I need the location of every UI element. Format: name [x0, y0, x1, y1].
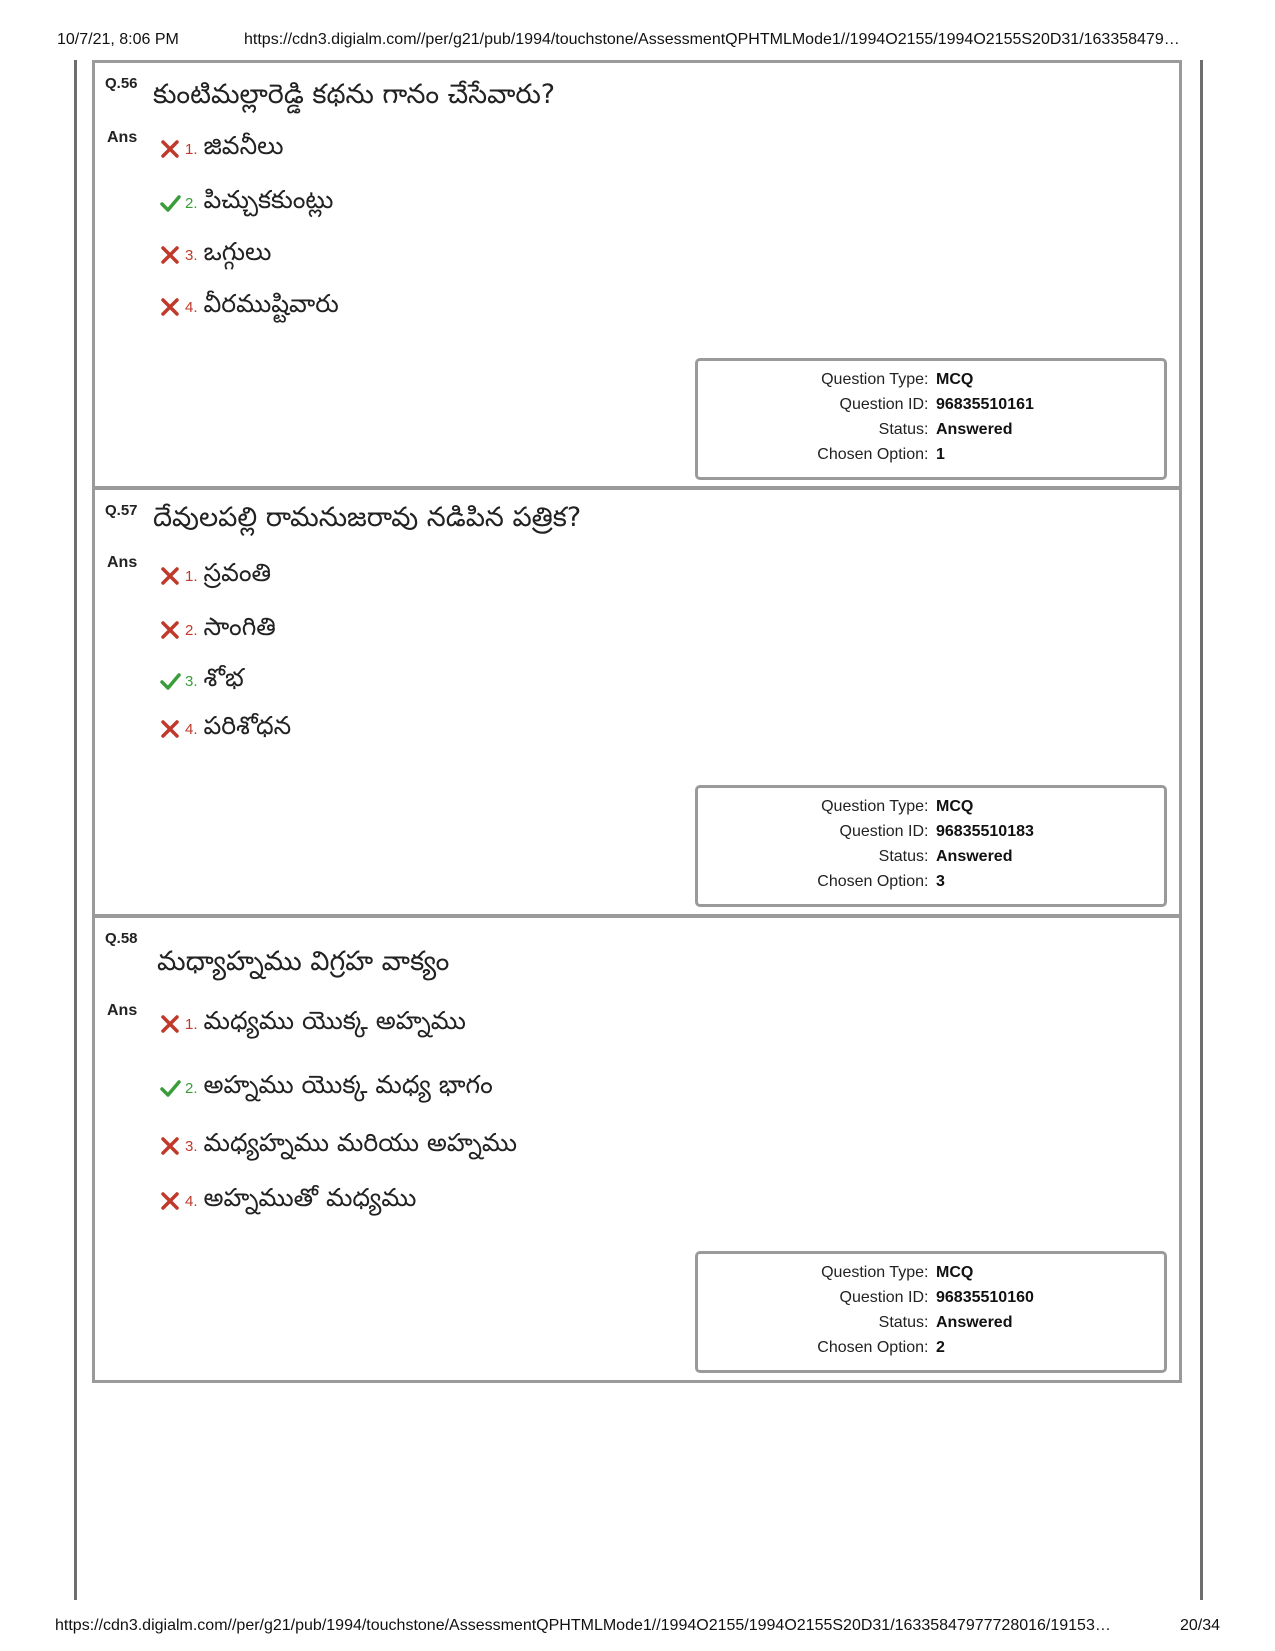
option-number: 4. [185, 298, 198, 316]
meta-label: Chosen Option [817, 1339, 924, 1356]
cross-icon [159, 1135, 181, 1157]
meta-label: Status [878, 848, 924, 865]
option-3 [159, 237, 271, 273]
meta-label: Status [878, 1314, 924, 1331]
chosen-option-value: 1 [936, 446, 945, 463]
check-icon [159, 192, 181, 214]
option-number: 4. [185, 720, 198, 738]
option-text: పరిశోధన [203, 711, 292, 740]
option-4 [159, 289, 339, 325]
option-text: ఒగ్గులు [203, 237, 272, 266]
question-number: Q.58 [105, 930, 138, 947]
meta-label: Question ID [839, 1289, 924, 1306]
meta-label: Chosen Option [817, 446, 924, 463]
option-number: 2. [185, 1079, 198, 1097]
question-meta-box [695, 1251, 1167, 1373]
option-4 [159, 1183, 416, 1219]
meta-label: Chosen Option [817, 873, 924, 890]
question-id-value: 96835510183 [936, 823, 1034, 840]
meta-label: Question Type [821, 371, 924, 388]
option-number: 3. [185, 1137, 198, 1155]
meta-separator: : [924, 371, 929, 388]
meta-label: Question Type [821, 798, 924, 815]
cross-icon [159, 244, 181, 266]
option-text: సాంగితి [203, 612, 276, 641]
question-number: Q.57 [105, 502, 138, 519]
question-card [92, 915, 1182, 1383]
option-1 [159, 131, 284, 167]
meta-separator: : [924, 823, 929, 840]
cross-icon [159, 718, 181, 740]
option-number: 3. [185, 246, 198, 264]
check-icon [159, 670, 181, 692]
question-text: దేవులపల్లి రామనుజరావు నడిపిన పత్రిక? [153, 502, 582, 533]
meta-separator: : [924, 421, 929, 438]
cross-icon [159, 619, 181, 641]
cross-icon [159, 1013, 181, 1035]
meta-separator: : [924, 446, 929, 463]
meta-separator: : [924, 848, 929, 865]
option-3 [159, 663, 244, 699]
cross-icon [159, 296, 181, 318]
chosen-option-value: 2 [936, 1339, 945, 1356]
question-id-value: 96835510160 [936, 1289, 1034, 1306]
question-text: కుంటిమల్లారెడ్డి కథను గానం చేసేవారు? [153, 79, 556, 110]
print-header-datetime: 10/7/21, 8:06 PM [57, 31, 179, 48]
meta-label: Question Type [821, 1264, 924, 1281]
meta-label: Question ID [839, 823, 924, 840]
question-type-value: MCQ [936, 1264, 974, 1281]
page-border-right [1200, 60, 1203, 1600]
meta-separator: : [924, 1314, 929, 1331]
option-text: మధ్యము యొక్క అహ్నము [203, 1006, 466, 1035]
print-header-url: https://cdn3.digialm.com//per/g21/pub/1994/touchstone/AssessmentQPHTMLMode1//1994O2155/1994O2155S20D31/163358479… [244, 31, 1180, 48]
option-number: 4. [185, 1192, 198, 1210]
option-number: 3. [185, 672, 198, 690]
question-card [92, 60, 1182, 489]
option-number: 2. [185, 194, 198, 212]
cross-icon [159, 1190, 181, 1212]
option-2 [159, 185, 333, 221]
status-value: Answered [936, 1314, 1013, 1331]
option-text: అహ్నము యొక్క మధ్య భాగం [203, 1070, 493, 1099]
option-text: వీరముష్టివారు [203, 289, 339, 318]
check-icon [159, 1077, 181, 1099]
option-number: 1. [185, 1015, 198, 1033]
option-text: జివనీలు [203, 131, 284, 160]
cross-icon [159, 565, 181, 587]
option-text: అహ్నముతో మధ్యము [203, 1183, 417, 1212]
option-text: స్రవంతి [203, 558, 272, 587]
meta-separator: : [924, 798, 929, 815]
answer-label: Ans [107, 1002, 138, 1019]
page-border-left [74, 60, 77, 1600]
question-id-value: 96835510161 [936, 396, 1034, 413]
option-3 [159, 1128, 517, 1164]
option-1 [159, 558, 271, 594]
meta-label: Question ID [839, 396, 924, 413]
meta-separator: : [924, 1289, 929, 1306]
question-card [92, 487, 1182, 917]
option-4 [159, 711, 291, 747]
meta-separator: : [924, 1264, 929, 1281]
option-2 [159, 612, 276, 648]
option-text: పిచ్చుకకుంట్లు [203, 185, 334, 214]
meta-label: Status [878, 421, 924, 438]
question-number: Q.56 [105, 75, 138, 92]
option-number: 1. [185, 140, 198, 158]
meta-separator: : [924, 396, 929, 413]
question-type-value: MCQ [936, 371, 974, 388]
answer-label: Ans [107, 129, 138, 146]
option-number: 1. [185, 567, 198, 585]
answer-label: Ans [107, 554, 138, 571]
option-number: 2. [185, 621, 198, 639]
cross-icon [159, 138, 181, 160]
chosen-option-value: 3 [936, 873, 945, 890]
option-2 [159, 1070, 493, 1106]
print-footer-url: https://cdn3.digialm.com//per/g21/pub/1994/touchstone/AssessmentQPHTMLMode1//1994O2155/1994O2155S20D31/16335847977728016/19153… [55, 1617, 1111, 1634]
page-number: 20/34 [1180, 1617, 1221, 1634]
meta-separator: : [924, 873, 929, 890]
question-meta-box [695, 358, 1167, 480]
question-meta-box [695, 785, 1167, 907]
status-value: Answered [936, 421, 1013, 438]
status-value: Answered [936, 848, 1013, 865]
question-type-value: MCQ [936, 798, 974, 815]
meta-separator: : [924, 1339, 929, 1356]
option-text: శోభ [203, 663, 244, 692]
option-1 [159, 1006, 466, 1042]
option-text: మధ్యహ్నము మరియు అహ్నము [203, 1128, 518, 1157]
question-text: మధ్యాహ్నము విగ్రహ వాక్యం [157, 946, 450, 977]
